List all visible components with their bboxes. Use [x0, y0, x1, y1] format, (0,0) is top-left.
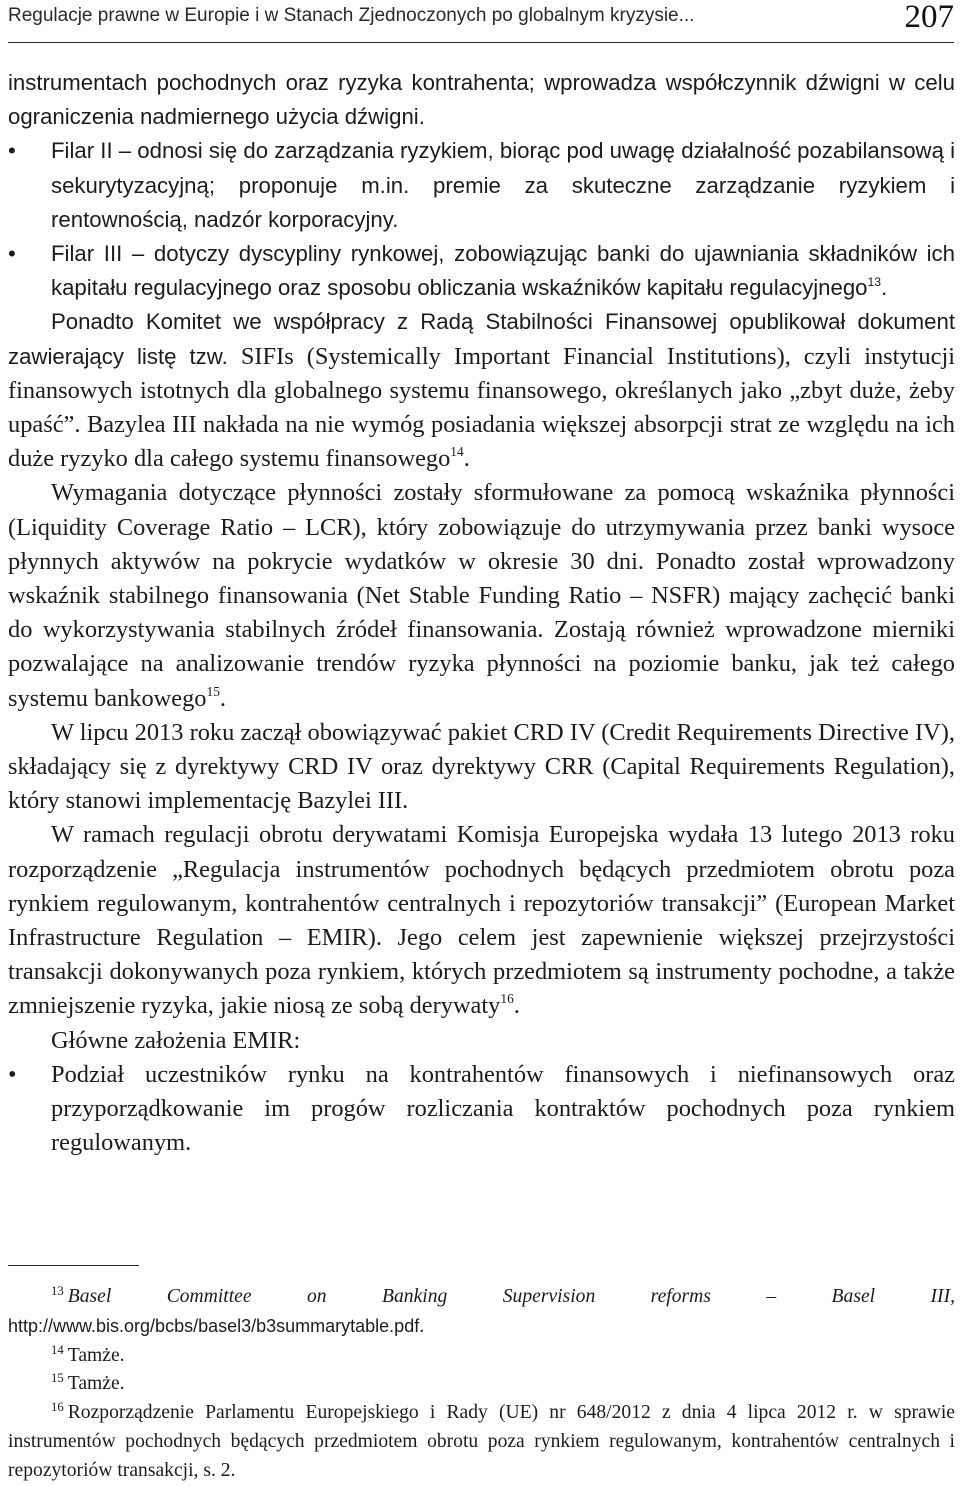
bullet-pillar3-text: Filar III – dotyczy dyscypliny rynkowej, zobowiązując banki do ujawniania składników ich kapitału regulacyjnego oraz sposobu obliczania wskaźników kapitału regulacyjnego: [51, 241, 955, 301]
footnote-number-16: 16: [51, 1400, 64, 1415]
bullet-mark: •: [8, 138, 16, 164]
bullet-pillar2-text: Filar II – odnosi się do zarządzania ryzykiem, biorąc pod uwagę działalność pozabilansową i sekurytyzacyjną; proponuje m.in. premie za skuteczne zarządzanie ryzykiem i rentownością, nadzór korporacyjny.: [51, 138, 955, 232]
footnote-13-end: .: [419, 1315, 425, 1337]
bullet-mark: •: [8, 1060, 17, 1088]
footnote-number-14: 14: [51, 1342, 64, 1357]
footnote-ref-14[interactable]: 14: [450, 444, 464, 460]
footnote-16: [8, 1399, 955, 1485]
emir-assumptions-heading: Główne założenia EMIR:: [51, 1026, 301, 1054]
paragraph-sifis-part1: Ponadto Komitet we współpracy z Radą Stabilności Finansowej opublikował dokument zawierający listę tzw.: [8, 309, 955, 369]
period: .: [881, 275, 888, 301]
footnote-16-text: Rozporządzenie Parlamentu Europejskiego i Rady (UE) nr 648/2012 z dnia 4 lipca 2012 r. w sprawie instrumentów pochodnych będących przedmiotem obrotu poza rynkiem regulowanym, kontrahentów centralnych i repozytoriów transakcji, s. 2.: [8, 1402, 955, 1481]
paragraph-liquidity-text: Wymagania dotyczące płynności zostały sformułowane za pomocą wskaźnika płynności (Liquidity Coverage Ratio – LCR), który zobowiązuje do utrzymywania przez banki wysoce płynnych aktywów na pokrycie wydatków w okresie 30 dni. Ponadto został wprowadzony wskaźnik stabilnego finansowania (Net Stable Funding Ratio – NSFR) mający zachęcić banki do wykorzystywania stabilnych źródeł finansowania. Zostają również wprowadzone mierniki pozwalające na analizowanie trendów ryzyka płynności na poziomie banku, jak też całego systemu bankowego: [8, 479, 955, 712]
running-title: Regulacje prawne w Europie i w Stanach Zjednoczonych po globalnym kryzysie...: [8, 5, 695, 26]
paragraph-sifis: [8, 305, 955, 476]
footnote-number-15: 15: [51, 1371, 64, 1386]
period: .: [219, 684, 226, 712]
footnote-ref-15[interactable]: 15: [206, 683, 220, 699]
footnote-separator: [8, 1265, 139, 1266]
period: .: [513, 992, 520, 1020]
page-number: 207: [904, 0, 954, 35]
footnote-13: [8, 1283, 955, 1342]
paragraph-sifis-part2: SIFIs (Systemically Important Financial Institutions), czyli instytucji finansowych istotnych dla globalnego systemu finansowego, określanych jako „zbyt duże, żeby upaść”. Bazylea III nakłada na nie wymóg posiadania większej absorpcji strat ze względu na ich duże ryzyko dla całego systemu finansowego: [8, 342, 955, 473]
footnote-13-link[interactable]: http://www.bis.org/bcbs/basel3/b3summarytable.pdf: [8, 1315, 420, 1336]
bullet-mark: •: [8, 241, 16, 267]
footnote-number-13: 13: [51, 1284, 64, 1298]
bullet-pillar3: [8, 237, 955, 305]
body-text: [8, 66, 955, 1161]
footnote-ref-16[interactable]: 16: [500, 991, 514, 1007]
bullet-pillar2: [8, 134, 955, 237]
footnote-ref-13[interactable]: 13: [867, 275, 882, 290]
footnote-15-text: Tamże.: [67, 1373, 125, 1395]
paragraph-emir-text: W ramach regulacji obrotu derywatami Komisja Europejska wydała 13 lutego 2013 roku rozporządzenie „Regulacja instrumentów pochodnych będących przedmiotem obrotu poza rynkiem regulowanym, kontrahentów centralnych i repozytoriów transakcji” (European Market Infrastructure Regulation – EMIR). Jego celem jest zapewnienie większej przejrzystości transakcji dokonywanych poza rynkiem, których przedmiotem są instrumenty pochodne, a także zmniejszenie ryzyka, jakie niosą ze sobą derywaty: [8, 821, 955, 1020]
page-header: [8, 0, 954, 43]
bullet-emir-1-text: Podział uczestników rynku na kontrahentów finansowych i niefinansowych oraz przyporządkowanie im progów rozliczania kontraktów pochodnych poza rynkiem regulowanym.: [51, 1060, 955, 1157]
paragraph-crd-iv: W lipcu 2013 roku zaczął obowiązywać pakiet CRD IV (Credit Requirements Directive IV), składający się z dyrektywy CRD IV oraz dyrektywy CRR (Capital Requirements Regulation), który stanowi implementację Bazylei III.: [8, 718, 955, 815]
period: .: [463, 445, 470, 473]
paragraph-pillar1-continuation: instrumentach pochodnych oraz ryzyka kontrahenta; wprowadza współczynnik dźwigni w celu ograniczenia nadmiernego użycia dźwigni.: [8, 70, 955, 130]
footnote-14: [8, 1342, 955, 1371]
footnote-13-title: Basel Committee on Banking Supervision reforms – Basel III,: [67, 1286, 955, 1307]
bullet-emir-1: [8, 1058, 955, 1161]
paragraph-liquidity: [8, 476, 955, 715]
footnote-15: [8, 1370, 955, 1399]
paragraph-emir: [8, 818, 955, 1023]
footnote-14-text: Tamże.: [67, 1344, 125, 1366]
footnotes: [8, 1283, 955, 1486]
